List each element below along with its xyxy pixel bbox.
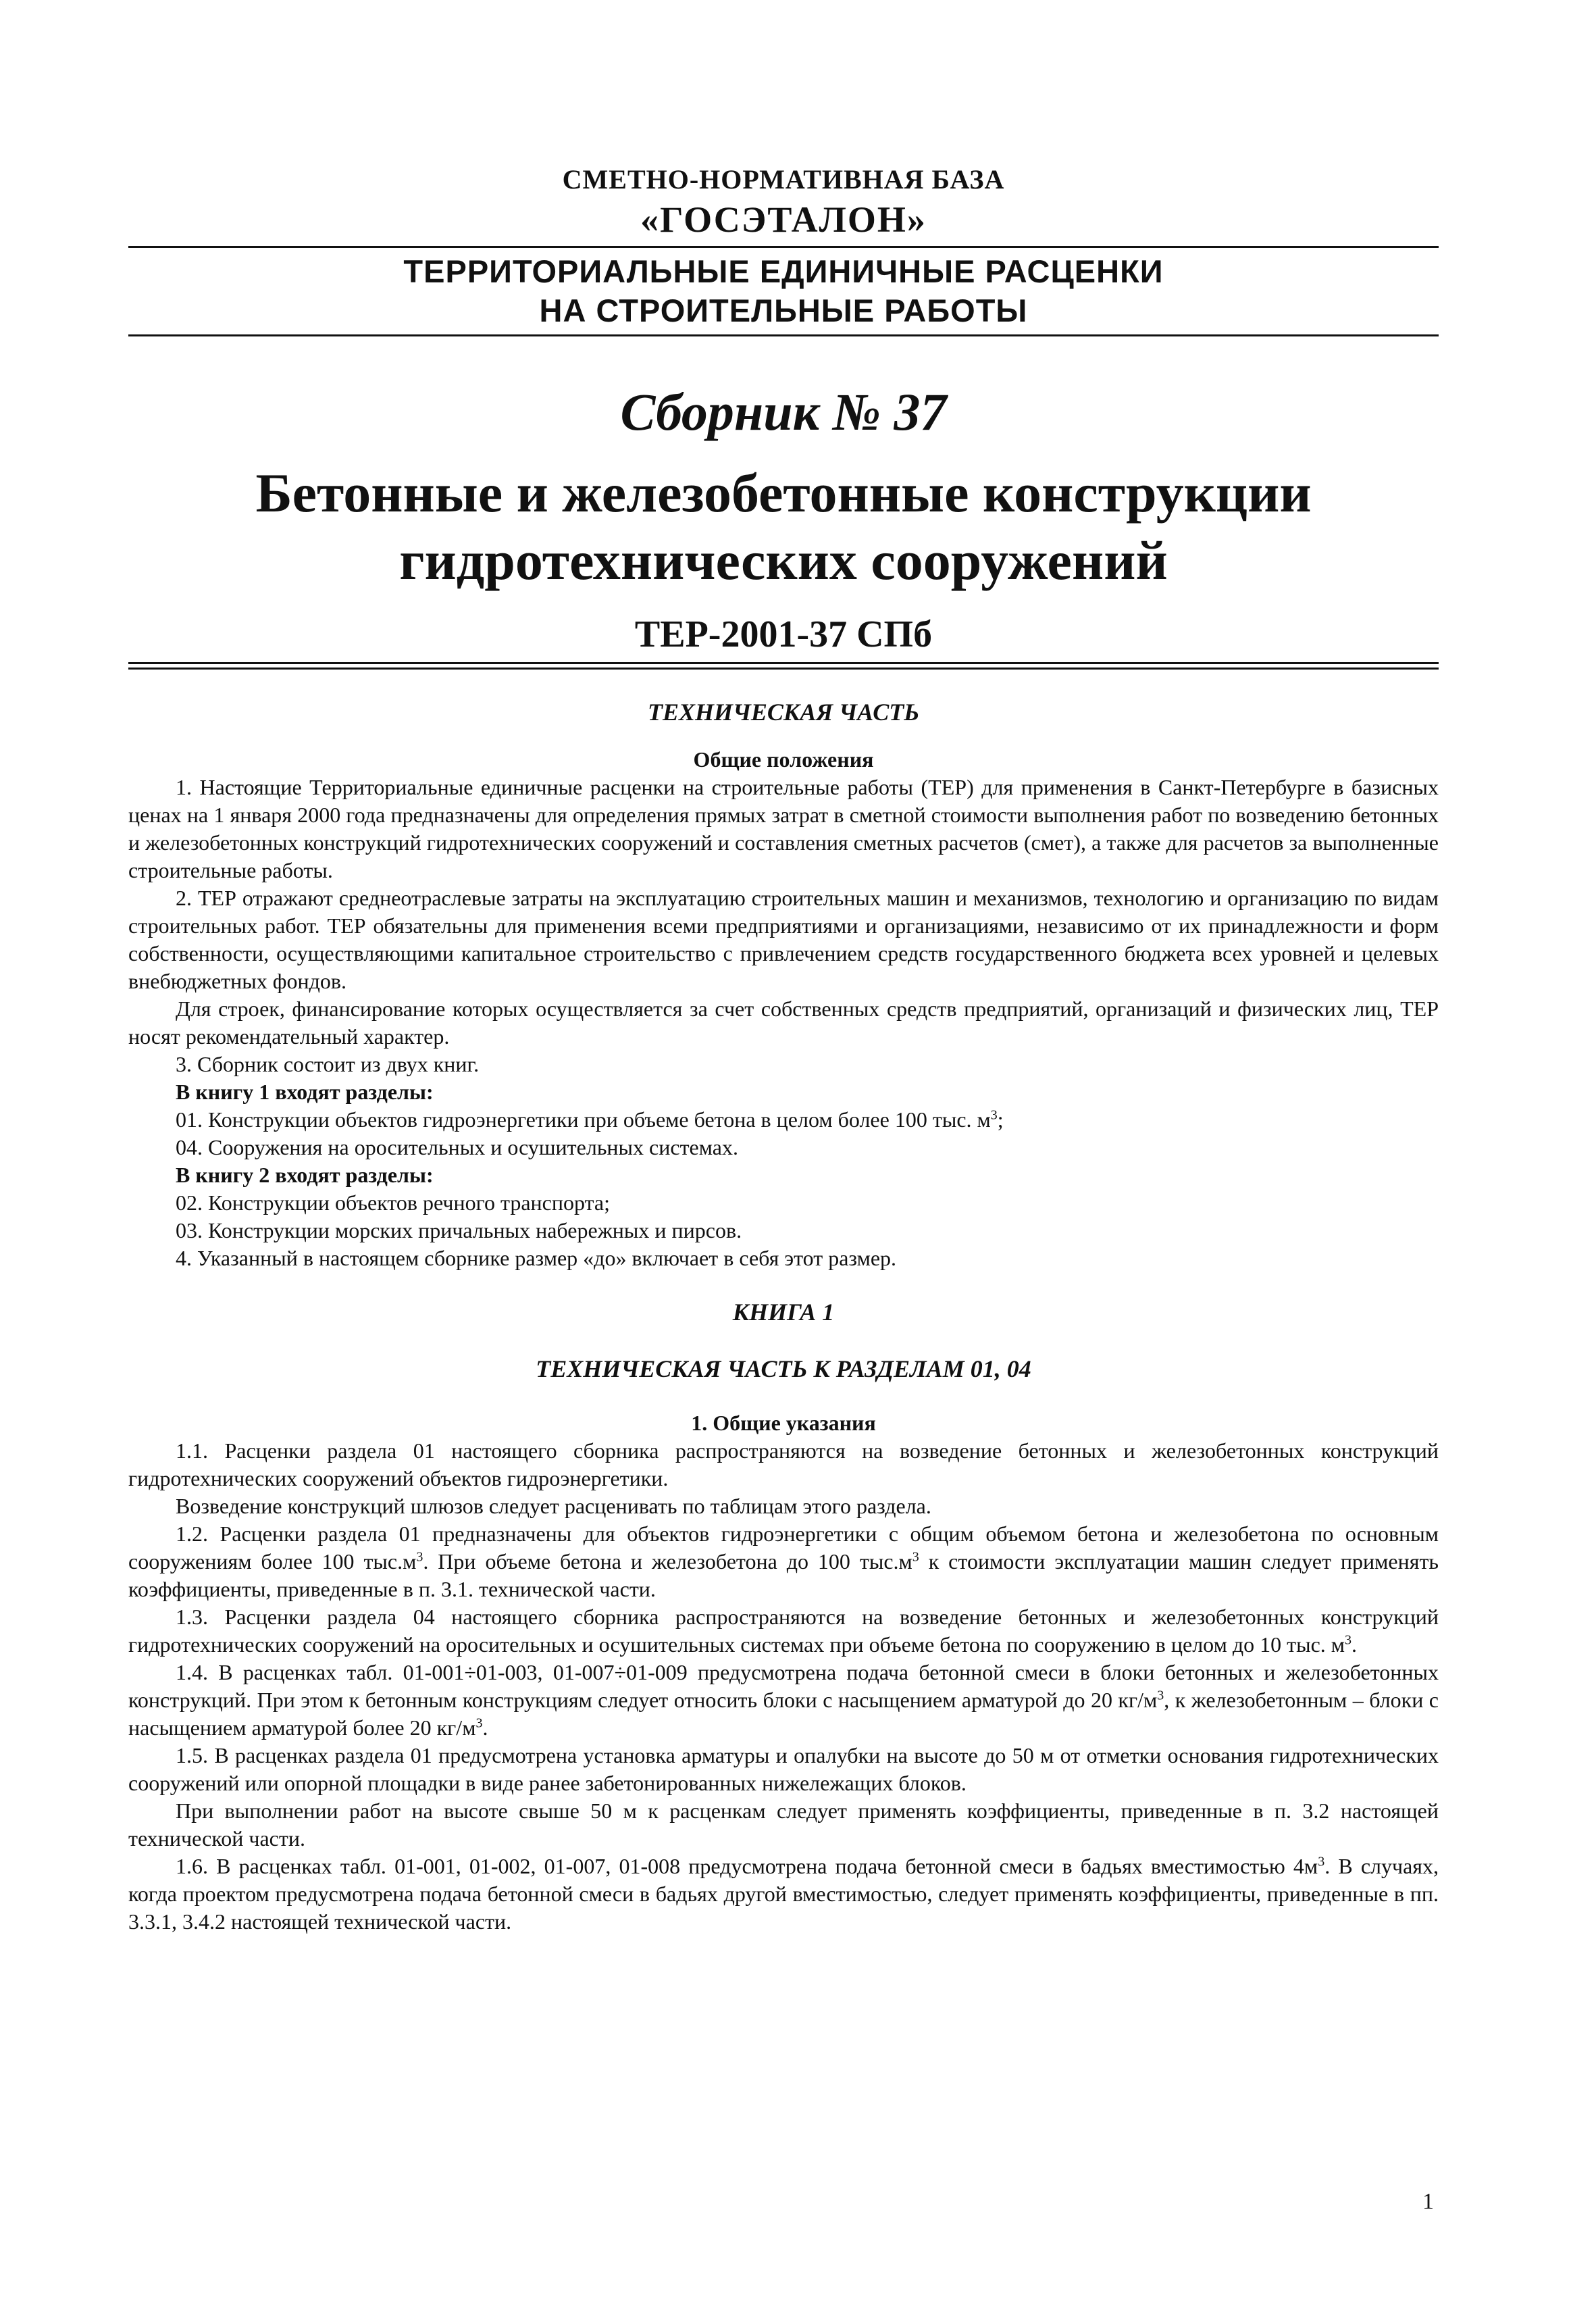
paragraph: 1.2. Расценки раздела 01 предназначены для объектов гидроэнергетики с общим объемом бетона и железобетона по основным сооружениям более 100 $тыс.м^3$. При объеме бетона и железобетона до 100 $тыс.м^3$ к стоимости эксплуатации машин следует применять коэффициенты, приведенные в п. 3.1. технической части. [128,1521,1439,1601]
paragraph: 3. Сборник состоит из двух книг. [176,1052,480,1076]
paragraph: Для строек, финансирование которых осуществляется за счет собственных средств предприятий, организаций и физических лиц, ТЕР носят рекомендательный характер. [128,997,1439,1049]
double-divider [128,662,1439,670]
document-page [128,162,1439,1936]
collection-title-line-1: Бетонные и железобетонные конструкции [255,462,1312,524]
collection-title-line-2: гидротехнических сооружений [399,530,1168,591]
divider [128,246,1439,248]
collection-number: Сборник № 37 [620,382,947,441]
paragraph: 1.1. Расценки раздела 01 настоящего сборника распространяются на возведение бетонных и железобетонных конструкций гидротехнических сооружений объектов гидроэнергетики. [128,1438,1439,1490]
list-item: 02. Конструкции объектов речного транспорта; [176,1190,611,1215]
list-item: 01. Конструкции объектов гидроэнергетики при объеме бетона в целом более 100 тыс. $м^3$; [176,1107,1004,1132]
page-number: 1 [1422,2189,1434,2214]
general-instructions-heading: 1. Общие указания [691,1411,876,1435]
paragraph: Возведение конструкций шлюзов следует расценивать по таблицам этого раздела. [176,1494,931,1518]
header-line-4: НА СТРОИТЕЛЬНЫЕ РАБОТЫ [539,293,1028,328]
paragraph: 1.4. В расценках табл. 01-001÷01-003, 01-007÷01-009 предусмотрена подача бетонной смеси в блоки бетонных и железобетонных конструкций. При этом к бетонным конструкциям следует относить блоки с насыщением арматурой до 20 $кг/м^3$, к железобетонным – блоки с насыщением арматурой более 20 $кг/м^3$. [128,1660,1439,1740]
paragraph: 1. Настоящие Территориальные единичные расценки на строительные работы (ТЕР) для применения в Санкт-Петербурге в базисных ценах на 1 января 2000 года предназначены для определения прямых затрат в сметной стоимости выполнения работ по возведению бетонных и железобетонных конструкций гидротехнических сооружений и составления сметных расчетов (смет), а также для расчетов за выполненные строительные работы. [128,775,1439,882]
general-provisions-heading: Общие положения [693,747,874,772]
paragraph: 1.5. В расценках раздела 01 предусмотрена установка арматуры и опалубки на высоте до 50 м от отметки основания гидротехнических сооружений или опорной площадки в виде ранее забетонированных нижележащих блоков. [128,1743,1439,1795]
paragraph: При выполнении работ на высоте свыше 50 м к расценкам следует применять коэффициенты, приведенные в п. 3.2 настоящей технической части. [128,1799,1439,1851]
header-line-3: ТЕРРИТОРИАЛЬНЫЕ ЕДИНИЧНЫЕ РАСЦЕНКИ [403,253,1164,289]
tech-part-heading: ТЕХНИЧЕСКАЯ ЧАСТЬ [647,699,920,726]
paragraph: 1.6. В расценках табл. 01-001, 01-002, 01-007, 01-008 предусмотрена подача бетонной смеси в бадьях вместимостью $4м^3$. В случаях, когда проектом предусмотрена подача бетонной смеси в бадьях другой вместимостью, следует применять коэффициенты, приведенные в пп. 3.3.1, 3.4.2 настоящей технической части. [128,1854,1439,1934]
book1-subheading: ТЕХНИЧЕСКАЯ ЧАСТЬ К РАЗДЕЛАМ 01, 04 [536,1355,1031,1382]
book1-heading: КНИГА 1 [732,1299,835,1326]
book2-sections-heading: В книгу 2 входят разделы: [176,1163,434,1187]
book1-sections-heading: В книгу 1 входят разделы: [176,1080,434,1104]
paragraph: 2. ТЕР отражают среднеотраслевые затраты на эксплуатацию строительных машин и механизмов, технологию и организацию по видам строительных работ. ТЕР обязательны для применения всеми предприятиями и организациями, независимо от их принадлежности и форм собственности, осуществляющими капитальное строительство с привлечением средств государственного бюджета всех уровней и целевых внебюджетных фондов. [128,886,1439,993]
divider [128,334,1439,336]
list-item: 03. Конструкции морских причальных набережных и пирсов. [176,1218,742,1242]
list-item: 04. Сооружения на оросительных и осушительных системах. [176,1135,738,1159]
header-line-1: СМЕТНО-НОРМАТИВНАЯ БАЗА [562,164,1005,195]
paragraph: 4. Указанный в настоящем сборнике размер «до» включает в себя этот размер. [176,1246,897,1270]
collection-code: ТЕР-2001-37 СПб [634,613,933,655]
header-line-2: «ГОСЭТАЛОН» [640,199,927,240]
paragraph: 1.3. Расценки раздела 04 настоящего сборника распространяются на возведение бетонных и железобетонных конструкций гидротехнических сооружений на оросительных и осушительных системах при объеме бетона по сооружению в целом до 10 тыс. $м^3$. [128,1605,1439,1657]
